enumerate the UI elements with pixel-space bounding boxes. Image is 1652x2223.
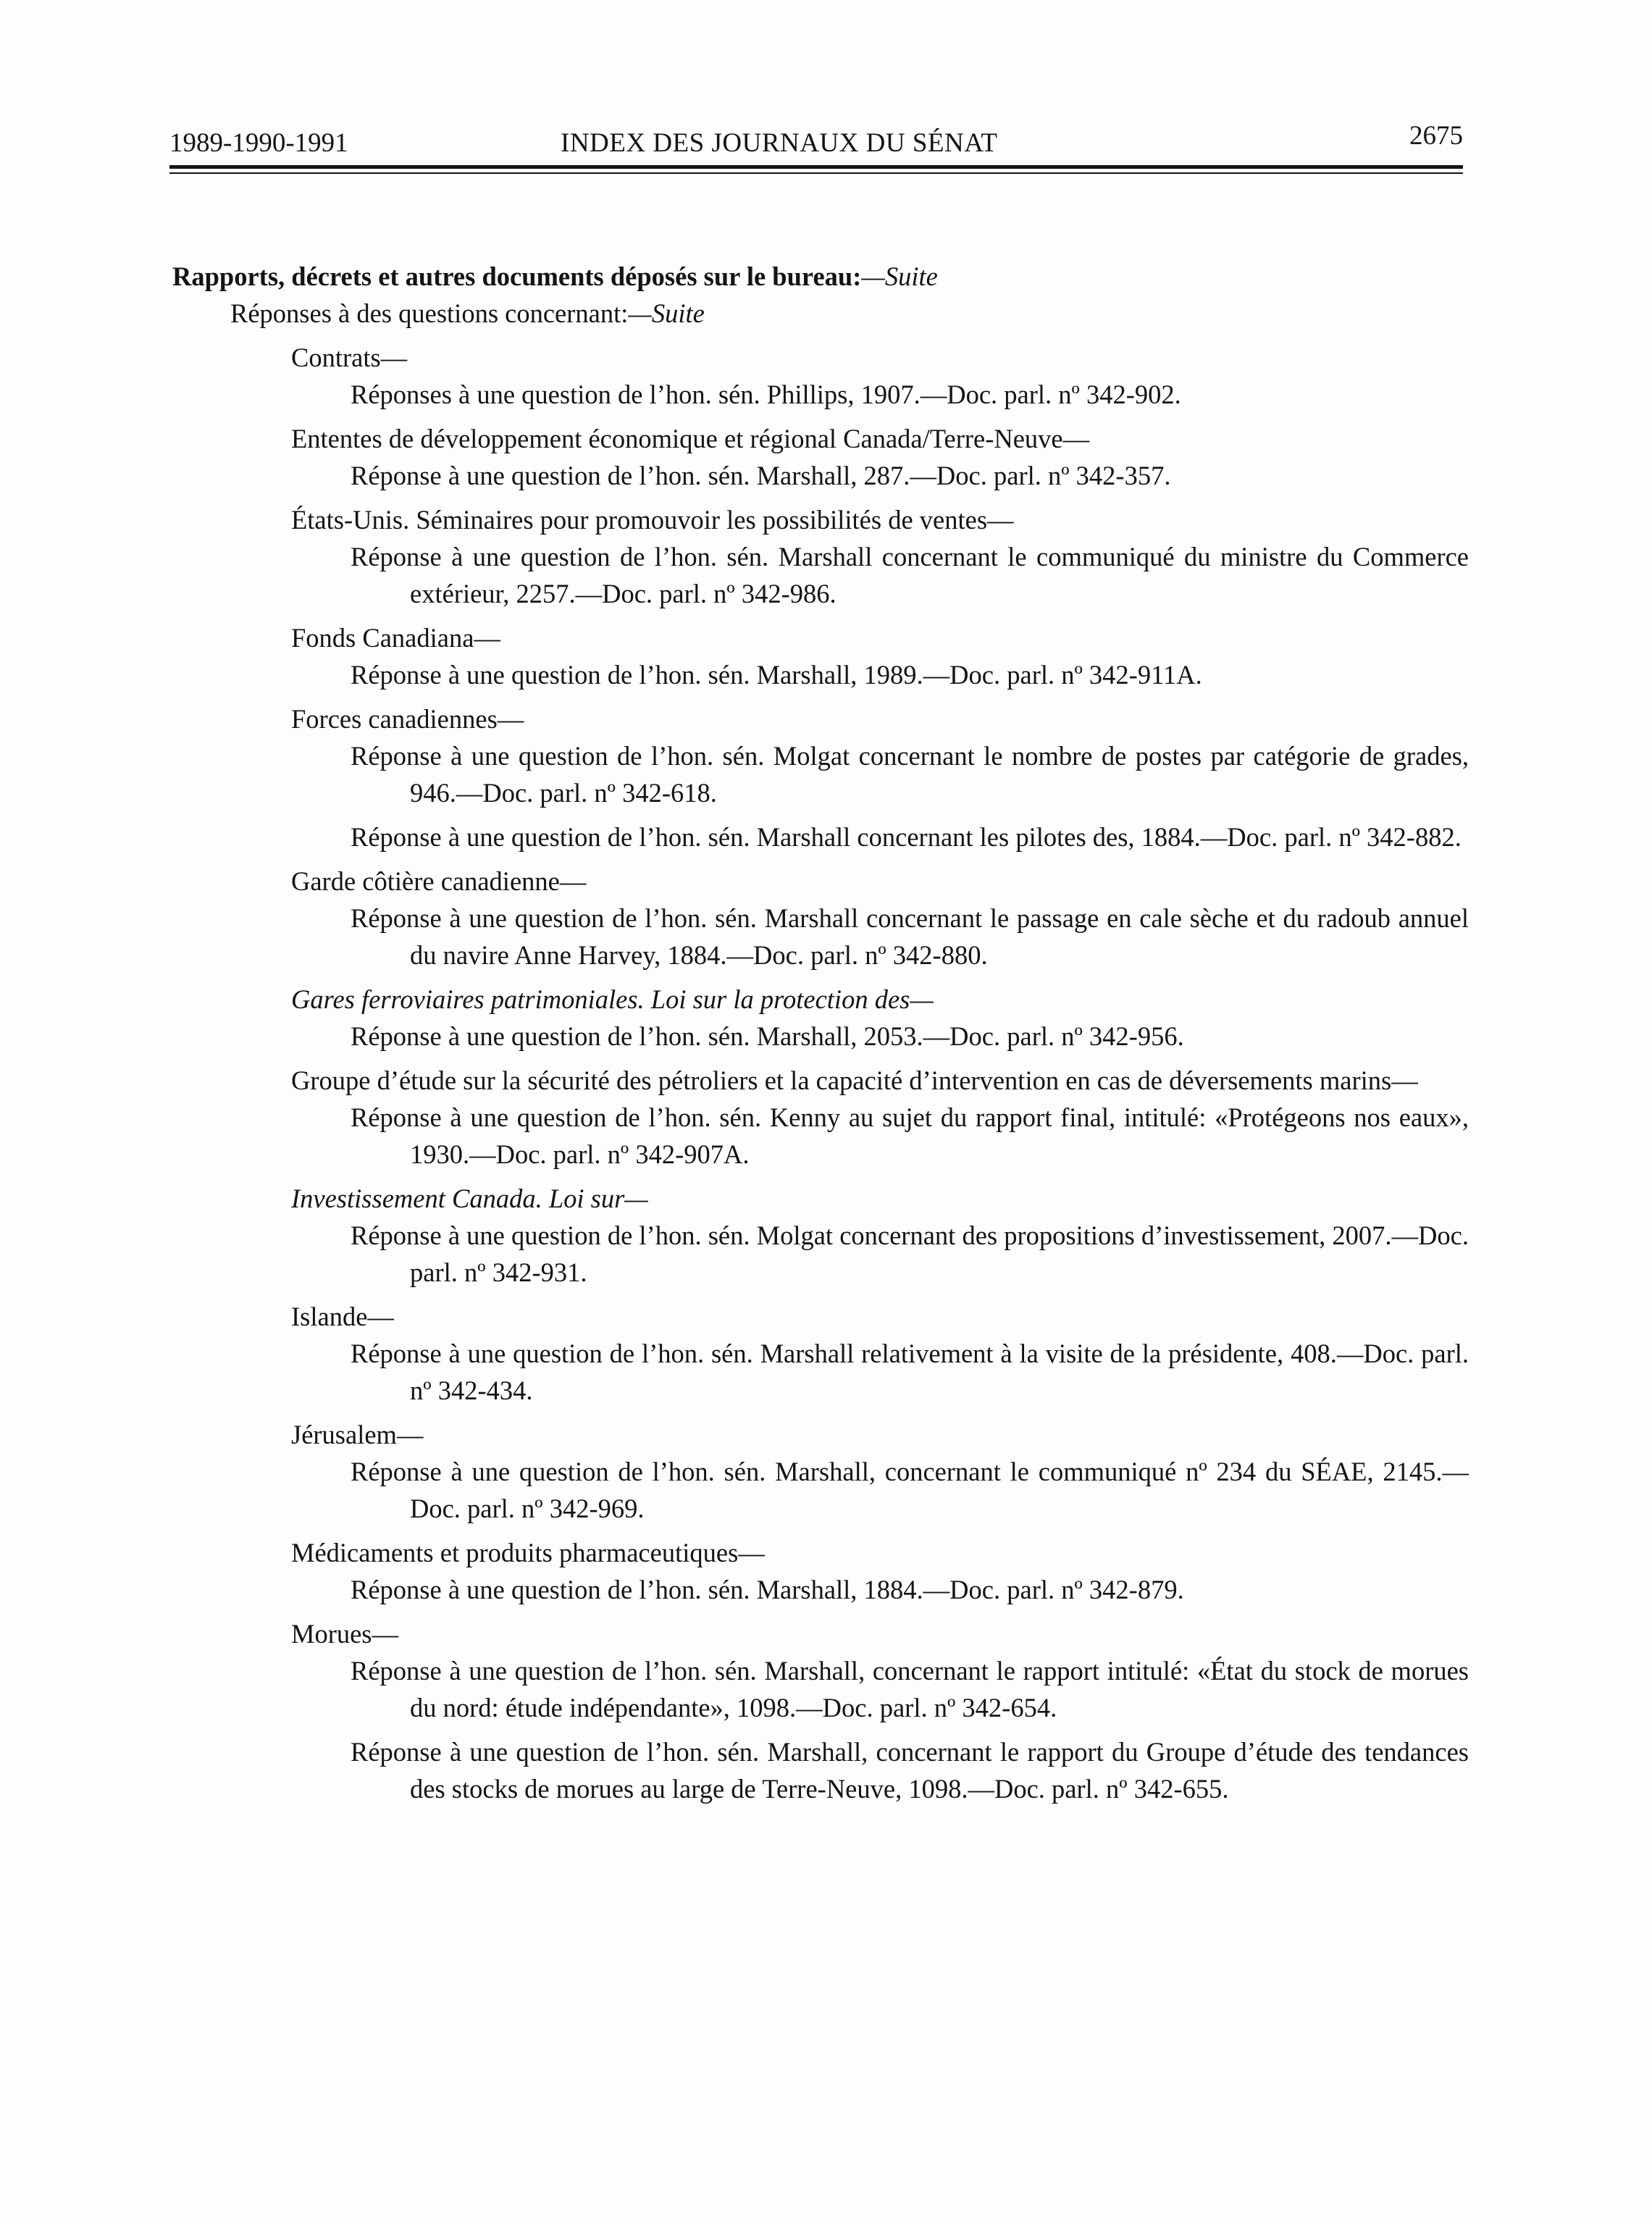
page-header (169, 122, 1463, 165)
entry-response: Réponse à une question de l’hon. sén. Marshall concernant le communiqué du ministre du Commerce extérieur, 2257.—Doc. parl. nº 342-986. (351, 542, 1469, 608)
section-heading-text: Rapports, décrets et autres documents déposés sur le bureau: (172, 261, 862, 291)
entry-response: Réponse à une question de l’hon. sén. Molgat concernant le nombre de postes par catégorie de grades, 946.—Doc. parl. nº 342-618. (351, 741, 1469, 808)
entry-topic: Islande— (291, 1302, 394, 1331)
entry-topic: Jérusalem— (291, 1420, 424, 1449)
subheading (230, 295, 1469, 332)
entry-response: Réponse à une question de l’hon. sén. Marshall concernant le passage en cale sèche et du radoub annuel du navire Anne Harvey, 1884.—Doc. parl. nº 342-880. (351, 903, 1469, 970)
entry-topic: Ententes de développement économique et régional Canada/Terre-Neuve— (291, 424, 1090, 453)
entry-topic: Fonds Canadiana— (291, 623, 500, 653)
index-entry-jerusalem (172, 1416, 1469, 1527)
entry-response: Réponse à une question de l’hon. sén. Marshall, 2053.—Doc. parl. nº 342-956. (351, 1021, 1184, 1051)
entry-response: Réponse à une question de l’hon. sén. Marshall, concernant le rapport intitulé: «État du stock de morues du nord: étude indépendante», 1098.—Doc. parl. nº 342-654. (351, 1656, 1469, 1722)
entry-response: Réponse à une question de l’hon. sén. Marshall, concernant le communiqué nº 234 du SÉAE, 2145.—Doc. parl. nº 342-969. (351, 1457, 1469, 1523)
entry-topic: Gares ferroviaires patrimoniales. Loi sur la protection des— (291, 984, 934, 1014)
index-entry-etats-unis (172, 501, 1469, 612)
subheading-suite: —Suite (628, 298, 705, 328)
entry-response: Réponses à une question de l’hon. sén. Phillips, 1907.—Doc. parl. nº 342-902. (351, 380, 1181, 409)
index-body (172, 258, 1469, 1807)
entry-topic: Morues— (291, 1619, 399, 1649)
entry-response: Réponse à une question de l’hon. sén. Kenny au sujet du rapport final, intitulé: «Protégeons nos eaux», 1930.—Doc. parl. nº 342-907A. (351, 1102, 1469, 1169)
entry-response: Réponse à une question de l’hon. sén. Marshall, 1989.—Doc. parl. nº 342-911A. (351, 660, 1202, 690)
entry-topic: Investissement Canada. Loi sur— (291, 1184, 648, 1213)
entry-topic: Groupe d’étude sur la sécurité des pétroliers et la capacité d’intervention en cas de déversements marins— (291, 1066, 1418, 1095)
section-heading-suite: —Suite (861, 261, 938, 291)
entry-topic: États-Unis. Séminaires pour promouvoir les possibilités de ventes— (291, 505, 1014, 535)
entry-response: Réponse à une question de l’hon. sén. Marshall, concernant le rapport du Groupe d’étude des tendances des stocks de morues au large de Terre-Neuve, 1098.—Doc. parl. nº 342-655. (351, 1737, 1469, 1804)
index-entry-forces-canadiennes (172, 700, 1469, 855)
entry-response: Réponse à une question de l’hon. sén. Marshall, 287.—Doc. parl. nº 342-357. (351, 461, 1171, 490)
entry-response: Réponse à une question de l’hon. sén. Marshall relativement à la visite de la présidente, 408.—Doc. parl. nº 342-434. (351, 1339, 1469, 1405)
index-entry-ententes (172, 420, 1469, 494)
index-entry-investissement-canada (172, 1180, 1469, 1291)
entry-topic: Garde côtière canadienne— (291, 866, 587, 896)
entry-topic: Contrats— (291, 343, 408, 372)
entry-topic: Forces canadiennes— (291, 704, 524, 734)
entry-topic: Médicaments et produits pharmaceutiques— (291, 1538, 765, 1567)
section-heading (172, 258, 1469, 295)
header-title: INDEX DES JOURNAUX DU SÉNAT (561, 128, 998, 158)
index-entry-groupe-etude-petroliers (172, 1062, 1469, 1173)
index-entry-garde-cotiere (172, 863, 1469, 974)
index-entry-medicaments (172, 1534, 1469, 1608)
subheading-text: Réponses à des questions concernant: (230, 298, 629, 328)
index-entry-gares-ferroviaires (172, 981, 1469, 1055)
index-entry-contrats (172, 339, 1469, 413)
page-number: 2675 (1409, 121, 1463, 151)
index-entry-islande (172, 1298, 1469, 1409)
entry-response: Réponse à une question de l’hon. sén. Marshall concernant les pilotes des, 1884.—Doc. parl. nº 342-882. (351, 822, 1462, 852)
entry-response: Réponse à une question de l’hon. sén. Molgat concernant des propositions d’investissement, 2007.—Doc. parl. nº 342-931. (351, 1221, 1469, 1287)
entry-response: Réponse à une question de l’hon. sén. Marshall, 1884.—Doc. parl. nº 342-879. (351, 1575, 1184, 1604)
header-years: 1989-1990-1991 (169, 128, 348, 158)
index-entry-morues (172, 1615, 1469, 1807)
header-rule-thin (169, 172, 1463, 174)
header-rule-thick (169, 165, 1463, 169)
index-entry-fonds-canadiana (172, 619, 1469, 693)
